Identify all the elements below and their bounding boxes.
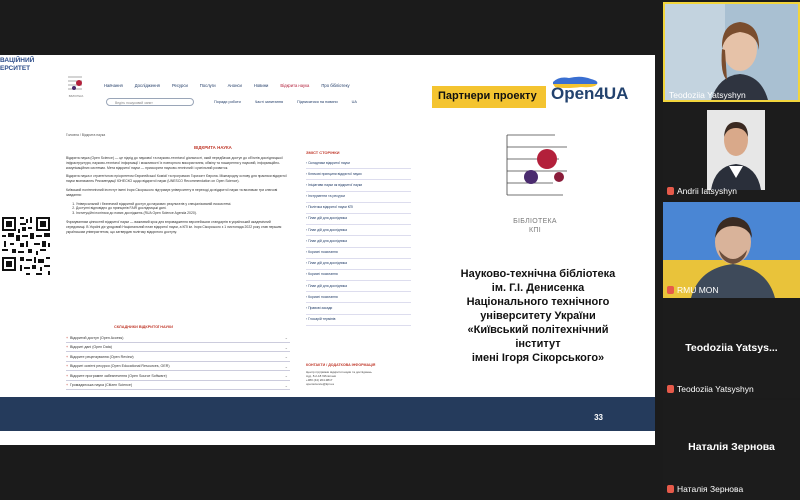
toc-link[interactable] <box>306 248 411 259</box>
contact-line: +380 (44) 204-9817 <box>306 378 333 382</box>
muted-mic-icon <box>667 385 674 393</box>
nav-item-open-science[interactable]: Відкрита наука <box>280 83 310 88</box>
accordion-item-label: Відкрите програмне забезпечення (Open Source Software) <box>70 373 167 378</box>
chevron-right-icon: › <box>306 305 309 310</box>
plus-icon: + <box>66 345 69 349</box>
toc-link[interactable] <box>306 180 411 191</box>
video-tile[interactable] <box>663 400 800 500</box>
video-tile-active-speaker[interactable] <box>663 2 800 102</box>
chevron-right-icon: › <box>306 283 309 288</box>
toc-link-label: Корисні посилання <box>308 250 338 254</box>
participant-name: RMU MON <box>677 285 719 295</box>
contacts-block <box>306 370 406 386</box>
participant-name: Teodoziia Yatsyshyn <box>669 90 746 100</box>
chevron-right-icon: › <box>306 205 309 210</box>
description-line: університету України <box>480 310 596 322</box>
toc-link[interactable] <box>306 303 411 314</box>
toc-link-label: План дій для дослідника <box>308 283 347 288</box>
site-subnav <box>214 100 357 104</box>
subnav-item[interactable]: Підписатися на новини <box>297 100 338 104</box>
nav-item[interactable]: Про бібліотеку <box>321 83 350 88</box>
chevron-down-icon: ⌄ <box>284 354 288 359</box>
toc-link-label: План дій для дослідника <box>308 227 347 232</box>
library-caption <box>510 217 560 235</box>
uni-logo-line-1: ВАЦІЙНИЙ <box>0 57 35 64</box>
description-line: Національного технічного <box>466 296 610 308</box>
slide-footer-band <box>0 397 655 431</box>
description-line: інститут <box>515 338 561 350</box>
caption-line: КПІ <box>529 227 541 234</box>
participant-label <box>667 384 754 394</box>
accordion-item-label: Відкритий доступ (Open Access) <box>70 335 124 340</box>
qr-code <box>0 205 52 279</box>
toc-link-label: План дій для дослідника <box>308 238 347 243</box>
list-item: 3. Інституційні політики до нових досліджень (RUA Open Science Agenda 2020). <box>76 211 290 216</box>
chevron-down-icon: ⌄ <box>284 373 288 378</box>
contact-line: openscience@kpi.ua <box>306 382 334 386</box>
toc-link-label: Інструменти та ресурси <box>308 194 346 199</box>
description-line: «Київський політехнічний <box>467 324 609 336</box>
toc-link-label: Глосарій термінів <box>308 317 336 322</box>
article-body <box>66 156 290 238</box>
paragraph: Відкрита наука (Open Science) — це підхід до наукової та науково-технічної діяльності, який передбачає доступ до об'єктів дослідницької інфраструктури, науково-технічної інформації і можливості їх повторного використання, обміну та поширення у науковій, інформаційно-комунікаційних системах. Мета відкритої науки — прискорити науково-технічний і суспільний розвиток. <box>66 156 283 170</box>
chevron-down-icon: ⌄ <box>284 382 288 388</box>
plus-icon: + <box>66 373 69 378</box>
partners-banner: Партнери проекту <box>432 86 546 108</box>
toc-link-label: Правові засади <box>308 305 333 310</box>
accordion-item[interactable] <box>66 333 290 343</box>
participant-name: Наталія Зернова <box>677 484 744 494</box>
accordion-item-label: Відкриті освітні ресурси (Open Educational Resources, OER) <box>70 364 170 368</box>
site-search-input[interactable]: Ведіть пошуковий запит <box>106 98 194 106</box>
video-tile[interactable] <box>663 202 800 298</box>
accordion-item[interactable] <box>66 343 290 353</box>
shared-slide <box>0 55 655 445</box>
chevron-right-icon: › <box>306 272 309 277</box>
chevron-right-icon: › <box>306 194 309 199</box>
chevron-down-icon: ⌄ <box>284 344 288 350</box>
accordion-item[interactable] <box>66 381 290 391</box>
chevron-right-icon: › <box>306 216 309 221</box>
toc-link[interactable] <box>306 236 411 247</box>
description-line: ім. Г.І. Денисенка <box>491 282 585 294</box>
nav-item[interactable]: Навчання <box>104 83 123 88</box>
accordion-item[interactable] <box>66 352 290 362</box>
paragraph: Формуванням цінностей відкритої науки — важливий крок для впровадження європейських стандартів в український академічний середовищі. В Україні діє урядовий Національний план відкритої науки, а КПІ ім. Ігоря Сікорського з 1 листопада 2022 року став першим українським університетом, що затвердив політику відкритого доступу. <box>66 219 282 234</box>
paragraph: Відкрита наука є стратегічною пріоритетом Європейської Комісії та програмою Горизонт Європа. Міжнародну основу для практики відкритої науки визначають Рекомендації ЮНЕСКО щодо відкритої науки (UNESCO Recommendation on Open Science). <box>66 174 287 184</box>
library-description <box>443 267 633 365</box>
plus-icon: + <box>66 335 69 340</box>
toc-title: ЗМІСТ СТОРІНКИ <box>306 150 340 155</box>
breadcrumb: Головна / Відкрита наука <box>66 133 106 137</box>
plus-icon: + <box>66 364 69 368</box>
description-line: Науково-технічна бібліотека <box>460 268 616 280</box>
toc-link-label: План дій для дослідника <box>308 216 347 221</box>
library-site-logo <box>64 73 88 99</box>
contact-line: Центр підтримки відкритої науки та досліджень <box>306 370 372 374</box>
plus-icon: + <box>66 383 69 387</box>
nav-item[interactable]: Новини <box>253 83 269 88</box>
chevron-right-icon: › <box>306 160 309 165</box>
uni-logo-line-2: ЕРСИТЕТ <box>0 65 31 72</box>
toc-link[interactable] <box>306 270 411 281</box>
plus-icon: + <box>66 354 69 359</box>
contacts-title: КОНТАКТИ / ДОДАТКОВА ІНФОРМАЦІЯ <box>306 363 376 367</box>
muted-mic-icon <box>667 485 674 493</box>
caption-line: БІБЛІОТЕКА <box>513 218 557 225</box>
subnav-item[interactable]: Поради роботи <box>214 100 241 104</box>
accordion-item-label: Відкриті дані (Open Data) <box>70 345 112 349</box>
chevron-right-icon: › <box>306 250 309 254</box>
accordion-item-label: Громадянська наука (Citizen Science) <box>70 383 133 387</box>
nav-item[interactable]: Послуги <box>199 83 216 88</box>
video-tile[interactable] <box>663 300 800 398</box>
toc-link[interactable] <box>306 203 411 214</box>
toc-link[interactable] <box>306 214 411 225</box>
muted-mic-icon <box>667 187 674 195</box>
participant-label <box>669 90 746 100</box>
nav-item[interactable]: Ресурси <box>171 83 188 88</box>
svg-text:БІБЛІОТЕКА: БІБЛІОТЕКА <box>68 95 84 98</box>
chevron-down-icon: ⌄ <box>284 363 288 369</box>
participant-name: Teodoziia Yatsyshyn <box>677 384 754 394</box>
accordion-title: СКЛАДНИКИ ВІДКРИТОЇ НАУКИ <box>114 325 173 329</box>
toc-link-label: План дій для дослідника <box>308 261 347 266</box>
chevron-down-icon: ⌄ <box>284 335 288 340</box>
toc-link[interactable] <box>306 169 411 180</box>
chevron-right-icon: › <box>306 238 309 243</box>
open4ua-wordmark: Open4UA <box>551 84 629 103</box>
chevron-right-icon: › <box>306 317 309 322</box>
accordion-item[interactable] <box>66 362 290 372</box>
nav-item[interactable]: Дослідження <box>134 83 160 88</box>
toc-link-label: Ключові принципи відкритої науки <box>308 171 362 176</box>
university-logo <box>0 57 40 87</box>
participant-name: Andrii Iatsyshyn <box>677 186 737 196</box>
toc-link[interactable] <box>306 281 411 292</box>
chevron-right-icon: › <box>306 171 309 176</box>
participant-display-name: Teodoziia Yatsys... <box>685 342 778 354</box>
paragraph: Київський політехнічний інститут імені Ігоря Сікорського підтримує університету в переході до відкритої науки та визначає три ключові завдання: <box>66 187 278 197</box>
subnav-item[interactable]: Часті запитання <box>254 100 284 104</box>
accordion-item[interactable] <box>66 371 290 381</box>
video-tile[interactable] <box>663 104 800 200</box>
toc-link-label: Політика відкритої науки КПІ <box>308 205 354 210</box>
table-of-contents <box>306 158 411 326</box>
participant-video <box>665 4 800 102</box>
list-item: 1. Універсальний і безпечний відкритий доступ до наукових результатів у спеціалізованій екосистемі. <box>76 202 290 207</box>
participant-label <box>667 186 737 196</box>
description-line: імені Ігоря Сікорського» <box>471 352 605 364</box>
language-select[interactable]: UA <box>351 100 357 104</box>
accordion-item-label: Відкрите рецензування (Open Review) <box>70 354 134 359</box>
accordion <box>66 333 290 390</box>
open4ua-logo <box>551 75 655 111</box>
chevron-right-icon: › <box>306 227 309 232</box>
task-list <box>76 202 290 216</box>
list-item: 2. Доступні відповідно до принципів FAIR дослідницькі дані. <box>76 206 290 211</box>
page-title: ВІДКРИТА НАУКА <box>194 145 232 150</box>
toc-link[interactable] <box>306 315 411 326</box>
nav-item[interactable]: Анонси <box>227 83 242 88</box>
muted-mic-icon <box>667 286 674 294</box>
participant-label <box>667 285 719 295</box>
chevron-right-icon: › <box>306 182 309 187</box>
chevron-right-icon: › <box>306 261 309 266</box>
toc-link-label: Корисні посилання <box>308 294 338 299</box>
toc-link-label: Ініціативи науки як відкритої науки <box>308 182 363 187</box>
website-screenshot <box>54 63 417 395</box>
toc-link-label: Корисні посилання <box>308 272 338 277</box>
participant-video <box>663 202 800 298</box>
chevron-right-icon: › <box>306 294 309 299</box>
toc-link[interactable] <box>306 192 411 203</box>
toc-link[interactable] <box>306 158 411 169</box>
site-nav <box>104 83 350 88</box>
slide-page-number: 33 <box>594 413 603 422</box>
toc-link-label: Складники відкритої науки <box>308 160 350 165</box>
toc-link[interactable] <box>306 225 411 236</box>
participant-label <box>667 484 743 494</box>
toc-link[interactable] <box>306 292 411 303</box>
participant-display-name: Наталія Зернова <box>688 441 775 453</box>
toc-link[interactable] <box>306 259 411 270</box>
contact-line: Ауд. 8.2-18 бібліотеки <box>306 374 337 378</box>
